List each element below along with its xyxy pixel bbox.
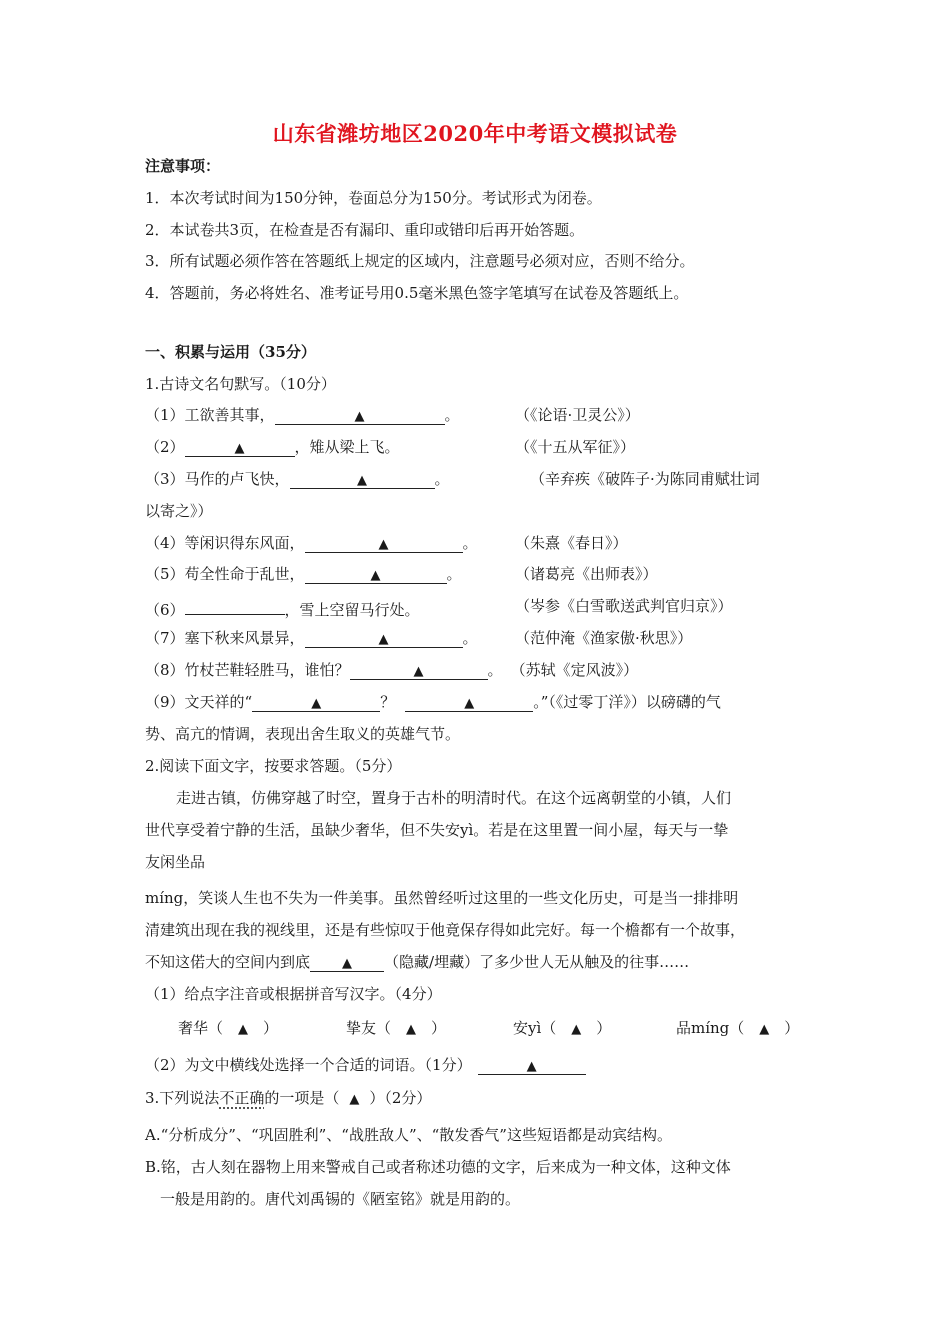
item-prefix: （1）工欲善其事，	[145, 406, 275, 424]
item-continued: 势、高亢的情调，表现出舍生取义的英雄气节。	[145, 725, 461, 743]
item-source: （岑参《白雪歌送武判官归京》）	[515, 597, 733, 615]
sub-question-2	[145, 1055, 586, 1075]
notice-item: 2．本试卷共3页，在检查是否有漏印、重印或错印后再开始答题。	[145, 221, 585, 239]
exam-title: 山东省潍坊地区2020年中考语文模拟试卷	[272, 121, 678, 146]
answer-blank[interactable]	[185, 438, 295, 457]
item-mid: ？	[380, 693, 396, 711]
item-prefix: （9）文天祥的“	[145, 693, 253, 711]
option-a: A.“分析成分”、“巩固胜利”、“战胜敌人”、“散发香气”这些短语都是动宾结构。	[145, 1126, 672, 1144]
triangle-marker-icon: ▲	[464, 696, 475, 711]
answer-slot	[676, 1018, 799, 1040]
answer-blank[interactable]	[290, 470, 435, 489]
passage-text: 不知这偌大的空间内到底	[145, 953, 311, 971]
item-source: （辛弃疾《破阵子·为陈同甫赋壮词	[530, 470, 760, 488]
item-prefix: （7）塞下秋来风景异，	[145, 629, 305, 647]
q1-item-5	[145, 564, 462, 584]
answer-close: ）	[784, 1019, 800, 1037]
item-suffix: ，雪上空留马行处。	[284, 601, 420, 619]
triangle-marker-icon: ▲	[526, 1059, 537, 1074]
notice-item: 3．所有试题必须作答在答题纸上规定的区域内，注意题号必须对应，否则不给分。	[145, 252, 695, 270]
answer-blank[interactable]	[223, 1018, 263, 1040]
question-2-stem: 2.阅读下面文字，按要求答题。（5分）	[145, 757, 402, 775]
notice-item: 4．答题前，务必将姓名、准考证号用0.5毫米黑色签字笔填写在试卷及答题纸上。	[145, 284, 689, 302]
answer-close: ）	[431, 1019, 447, 1037]
triangle-marker-icon: ▲	[234, 441, 245, 456]
answer-blank[interactable]	[744, 1018, 784, 1040]
answer-close: ）	[596, 1019, 612, 1037]
passage-text: （隐藏/埋藏）了多少世人无从触及的往事……	[384, 953, 690, 971]
question-3-stem	[145, 1088, 431, 1110]
notice-heading: 注意事项：	[145, 157, 221, 175]
item-suffix: 。	[487, 661, 503, 679]
answer-blank[interactable]	[350, 661, 488, 680]
triangle-marker-icon: ▲	[378, 537, 389, 552]
answer-label: 挚友（	[346, 1019, 392, 1037]
sub-question-text: （2）为文中横线处选择一个合适的词语。（1分）	[145, 1056, 472, 1074]
answer-slot	[346, 1018, 446, 1040]
item-suffix: 。”（《过零丁洋》）以磅礴的气	[533, 693, 721, 711]
section-heading: 一、积累与运用（35分）	[145, 343, 316, 361]
answer-slot	[513, 1018, 611, 1040]
triangle-marker-icon: ▲	[759, 1022, 770, 1037]
item-source: （朱熹《春日》）	[515, 534, 628, 552]
item-source: （范仲淹《渔家傲·秋思》）	[515, 629, 693, 647]
emphasized-word: 不正确	[219, 1089, 265, 1107]
q1-item-4	[145, 533, 478, 553]
q1-item-7	[145, 628, 478, 648]
answer-close: ）	[263, 1019, 279, 1037]
triangle-marker-icon: ▲	[349, 1092, 360, 1107]
answer-blank[interactable]	[305, 534, 463, 553]
sub-question-1: （1）给点字注音或根据拼音写汉字。（4分）	[145, 985, 442, 1003]
item-source: （《论语·卫灵公》）	[515, 406, 640, 424]
answer-blank[interactable]	[478, 1056, 586, 1075]
answer-blank[interactable]	[275, 406, 445, 425]
item-prefix: （4）等闲识得东风面，	[145, 534, 305, 552]
item-source: （《十五从军征》）	[515, 438, 636, 456]
triangle-marker-icon: ▲	[413, 664, 424, 679]
triangle-marker-icon: ▲	[370, 568, 381, 583]
triangle-marker-icon: ▲	[406, 1022, 417, 1037]
answer-blank[interactable]	[305, 565, 447, 584]
triangle-marker-icon: ▲	[357, 473, 368, 488]
answer-slot	[178, 1018, 278, 1040]
emphasized-text	[219, 1089, 264, 1107]
q1-item-9	[145, 692, 721, 712]
q1-item-8	[145, 660, 638, 680]
answer-label: 奢华（	[178, 1019, 224, 1037]
item-suffix: 。	[446, 565, 462, 583]
item-prefix: （2）	[145, 438, 185, 456]
answer-blank[interactable]	[339, 1088, 369, 1110]
q1-item-2	[145, 437, 400, 457]
item-suffix: 。	[462, 629, 478, 647]
stem-text: 3.下列说法	[145, 1089, 220, 1107]
triangle-marker-icon: ▲	[342, 956, 353, 971]
q1-item-1	[145, 405, 460, 425]
triangle-marker-icon: ▲	[354, 409, 365, 424]
triangle-marker-icon: ▲	[311, 696, 322, 711]
item-suffix: 。	[444, 406, 460, 424]
answer-blank[interactable]	[556, 1018, 596, 1040]
item-source-continued: 以寄之》）	[145, 502, 213, 520]
answer-blank[interactable]	[185, 596, 285, 615]
passage-line: 走进古镇，仿佛穿越了时空，置身于古朴的明清时代。在这个远离朝堂的小镇，人们	[176, 789, 732, 807]
answer-blank[interactable]	[252, 693, 380, 712]
answer-label: 安yì（	[513, 1019, 557, 1037]
item-suffix: 。	[462, 534, 478, 552]
triangle-marker-icon: ▲	[571, 1022, 582, 1037]
q1-item-3	[145, 469, 450, 489]
item-prefix: （5）苟全性命于乱世，	[145, 565, 305, 583]
item-suffix: 。	[434, 470, 450, 488]
passage-line-with-blank	[145, 952, 689, 972]
item-suffix: ，雉从梁上飞。	[294, 438, 400, 456]
answer-blank[interactable]	[405, 693, 533, 712]
passage-line: 清建筑出现在我的视线里，还是有些惊叹于他竟保存得如此完好。每一个檐都有一个故事，	[145, 921, 746, 939]
item-prefix: （3）马作的卢飞快，	[145, 470, 290, 488]
answer-blank[interactable]	[305, 629, 463, 648]
option-b-continued: 一般是用韵的。唐代刘禹锡的《陋室铭》就是用韵的。	[160, 1190, 521, 1208]
passage-line: míng，笑谈人生也不失为一件美事。虽然曾经听过这里的一些文化历史，可是当一排排明	[145, 889, 739, 907]
item-prefix: （6）	[145, 601, 185, 619]
stem-text: 的一项是（	[264, 1089, 340, 1107]
stem-text: ）（2分）	[369, 1089, 432, 1107]
answer-label: 品míng（	[676, 1019, 745, 1037]
answer-blank[interactable]	[391, 1018, 431, 1040]
option-b: B.铭，古人刻在器物上用来警戒自己或者称述功德的文字，后来成为一种文体，这种文体	[145, 1158, 731, 1176]
item-source: （苏轼《定风波》）	[510, 661, 639, 679]
answer-blank[interactable]	[310, 953, 384, 972]
triangle-marker-icon: ▲	[238, 1022, 249, 1037]
item-prefix: （8）竹杖芒鞋轻胜马，谁怕？	[145, 661, 350, 679]
passage-line: 友闲坐品	[145, 853, 206, 871]
triangle-marker-icon: ▲	[378, 632, 389, 647]
passage-line: 世代享受着宁静的生活，虽缺少奢华，但不失安yì。若是在这里置一间小屋，每天与一挚	[145, 821, 729, 839]
item-source: （诸葛亮《出师表》）	[515, 565, 658, 583]
q1-item-6	[145, 596, 420, 620]
question-1-stem: 1.古诗文名句默写。（10分）	[145, 375, 336, 393]
notice-item: 1．本次考试时间为150分钟，卷面总分为150分。考试形式为闭卷。	[145, 189, 602, 207]
